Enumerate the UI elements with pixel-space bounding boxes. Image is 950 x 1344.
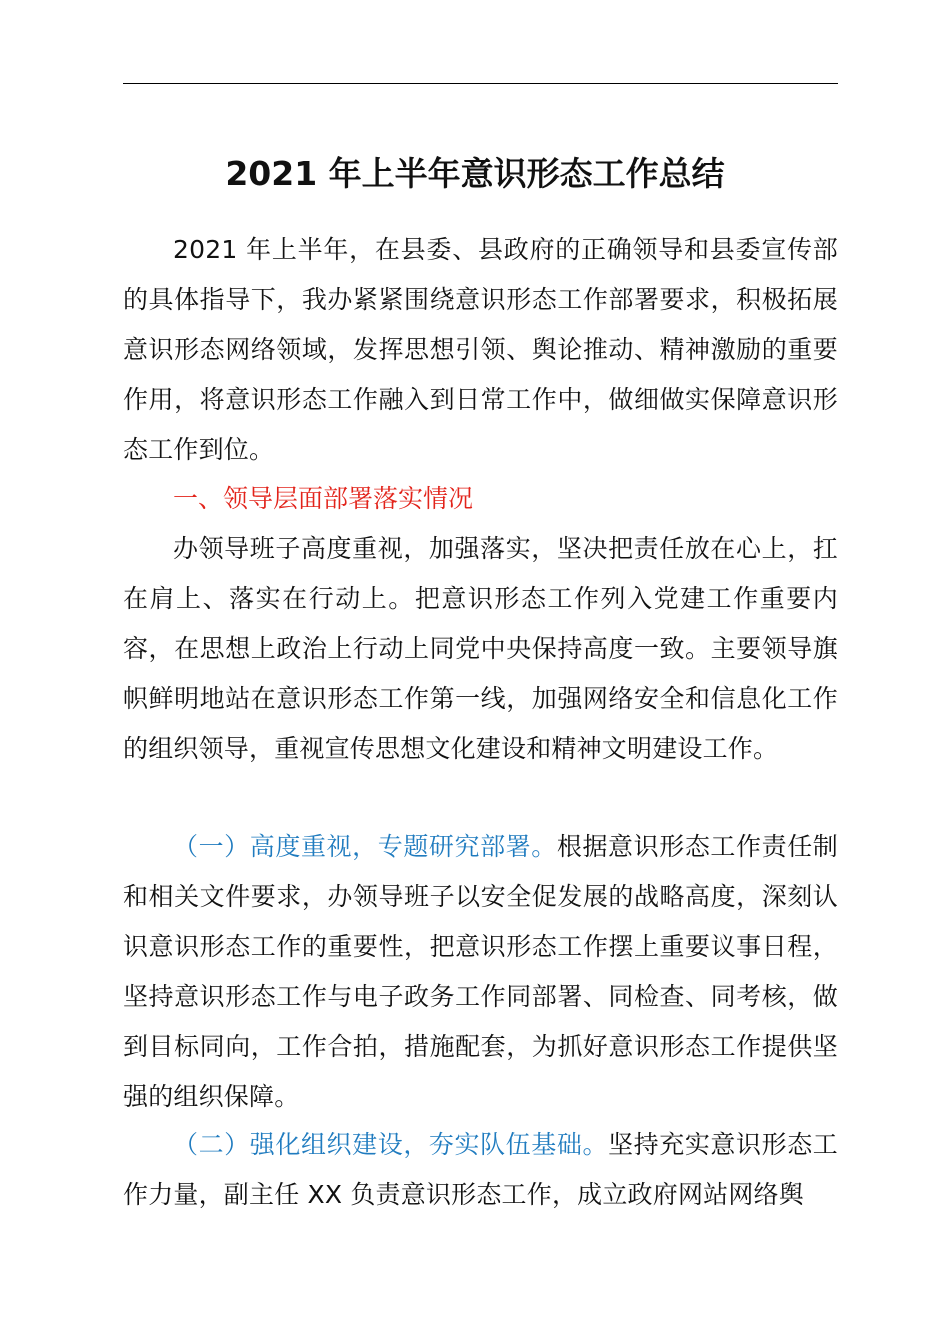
section-1-paragraph: 办领导班子高度重视，加强落实，坚决把责任放在心上，扛在肩上、落实在行动上。把意识形态工作列入党建工作重要内容，在思想上政治上行动上同党中央保持高度一致。主要领导旗帜鲜明地站在意识形态工作第一线，加强网络安全和信息化工作的组织领导，重视宣传思想文化建设和精神文明建设工作。 (123, 534, 838, 763)
subsection-2-paragraph (123, 1120, 838, 1220)
intro-paragraph: 2021 年上半年，在县委、县政府的正确领导和县委宣传部的具体指导下，我办紧紧围绕意识形态工作部署要求，积极拓展意识形态网络领域，发挥思想引领、舆论推动、精神激励的重要作用，将意识形态工作融入到日常工作中，做细做实保障意识形态工作到位。 (123, 235, 838, 464)
subsection-1-paragraph (123, 822, 838, 1122)
subsection-1-body: 根据意识形态工作责任制和相关文件要求，办领导班子以安全促发展的战略高度，深刻认识意识形态工作的重要性，把意识形态工作摆上重要议事日程，坚持意识形态工作与电子政务工作同部署、同检查、同考核，做到目标同向，工作合拍，措施配套，为抓好意识形态工作提供坚强的组织保障。 (123, 832, 838, 1111)
subsection-heading-2: （二）强化组织建设，夯实队伍基础。 (173, 1130, 609, 1159)
subsection-2-body: 坚持充实意识形态工作力量，副主任 XX 负责意识形态工作，成立政府网站网络舆 (123, 1130, 838, 1209)
header-rule (123, 83, 838, 84)
section-heading-1: 一、领导层面部署落实情况 (173, 484, 474, 513)
document-title: 2021 年上半年意识形态工作总结 (225, 154, 725, 193)
subsection-heading-1: （一）高度重视，专题研究部署。 (173, 832, 557, 861)
